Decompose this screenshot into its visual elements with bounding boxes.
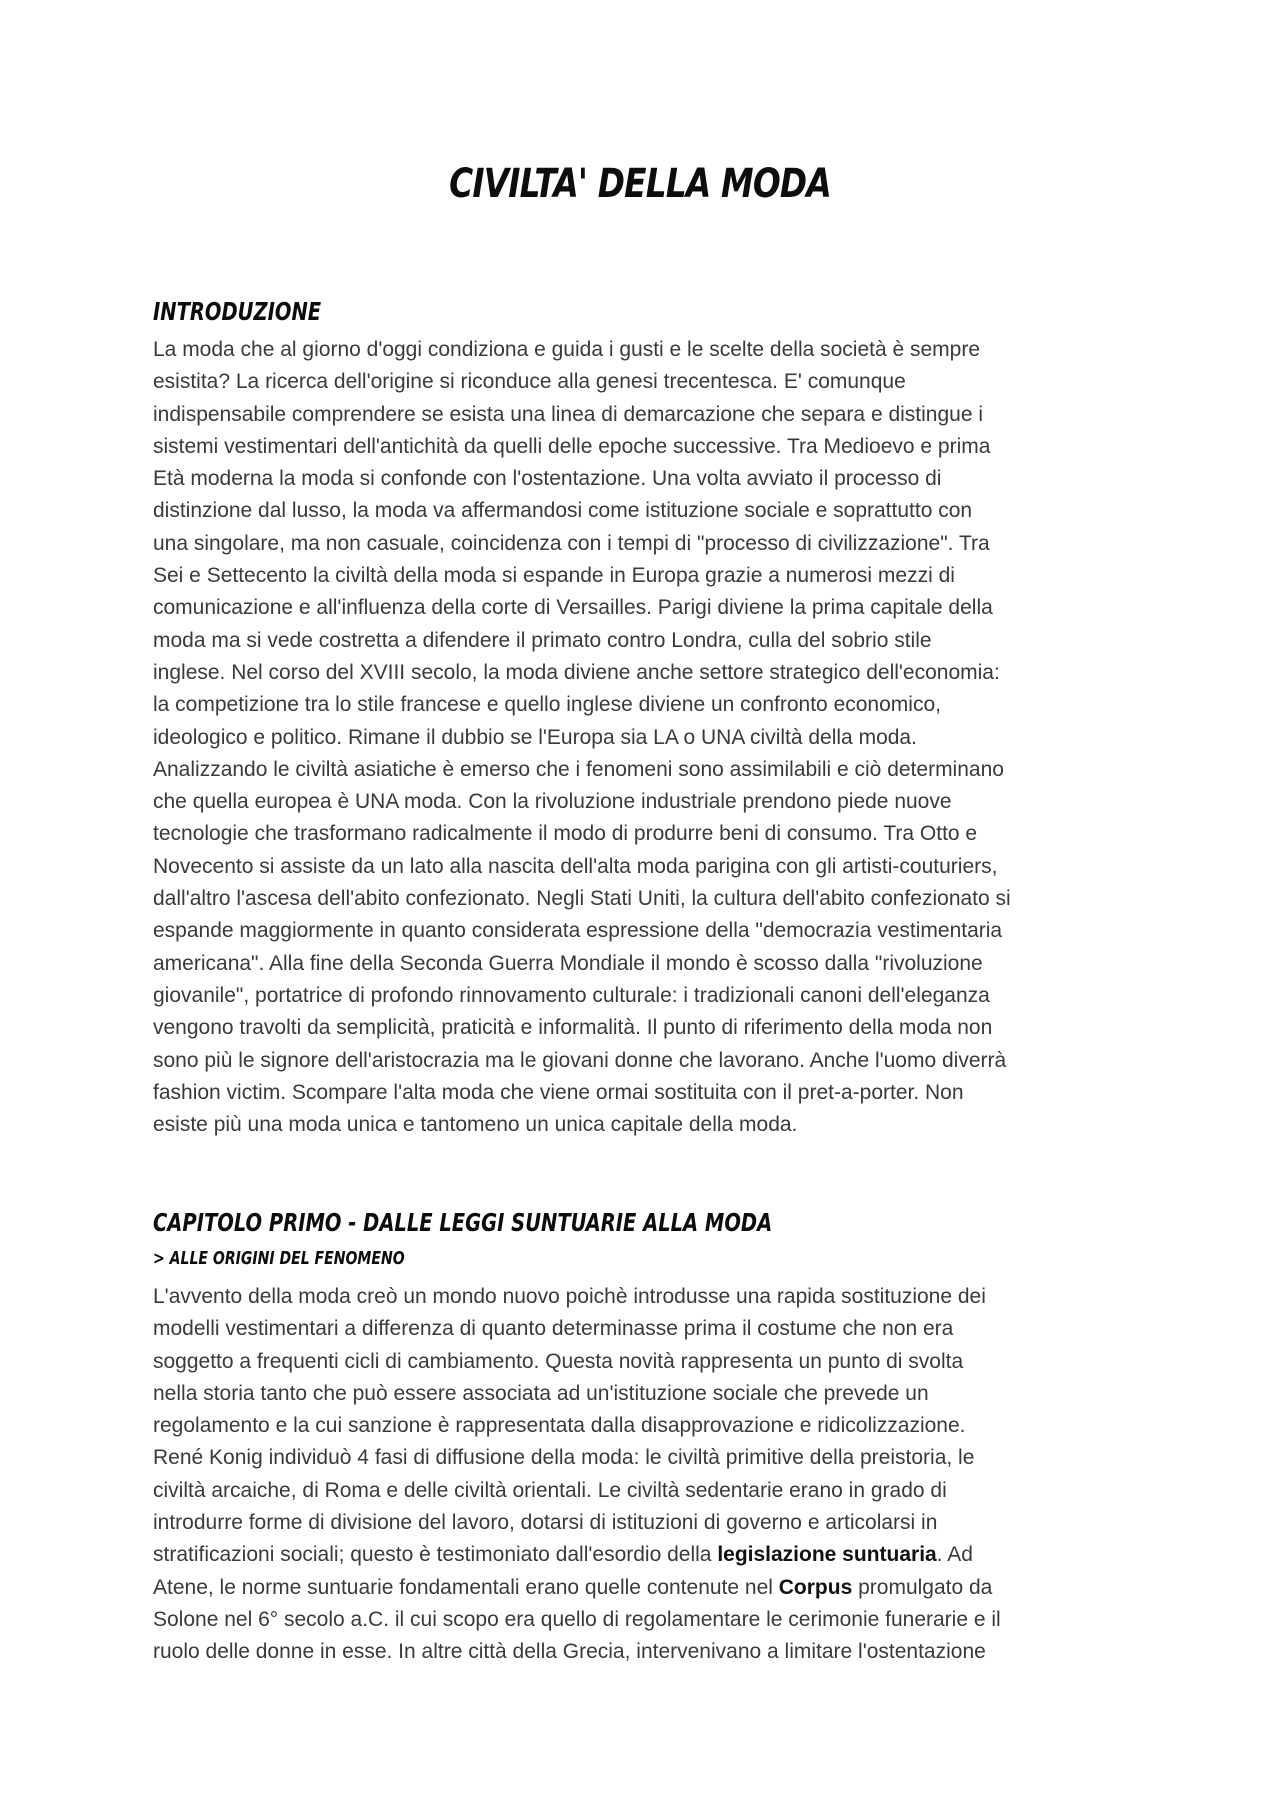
chapter-paragraph bbox=[153, 1281, 1133, 1669]
chapter-line: L'avvento della moda creò un mondo nuovo poichè introdusse una rapida sostituzione dei bbox=[153, 1285, 986, 1308]
intro-line: che quella europea è UNA moda. Con la rivoluzione industriale prendono piede nuove bbox=[153, 790, 952, 814]
intro-line: Analizzando le civiltà asiatiche è emerso che i fenomeni sono assimilabili e ciò determinano bbox=[153, 757, 1004, 781]
intro-line: tecnologie che trasformano radicalmente il modo di produrre beni di consumo. Tra Otto e bbox=[153, 822, 978, 846]
intro-line: moda ma si vede costretta a difendere il primato contro Londra, culla del sobrio stile bbox=[153, 628, 932, 652]
intro-paragraph bbox=[153, 334, 1133, 1141]
chapter-line: modelli vestimentari a differenza di quanto determinasse prima il costume che non era bbox=[153, 1317, 954, 1341]
intro-line: una singolare, ma non casuale, coincidenza con i tempi di "processo di civilizzazione". Tra bbox=[153, 531, 990, 555]
intro-line: esistita? La ricerca dell'origine si riconduce alla genesi trecentesca. E' comunque bbox=[153, 370, 906, 394]
chapter-line: René Konig individuò 4 fasi di diffusione della moda: le civiltà primitive della preistoria, le bbox=[153, 1446, 975, 1470]
chapter-text: Atene, le norme suntuarie fondamentali erano quelle contenute nel bbox=[153, 1575, 779, 1599]
chapter-text: stratificazioni sociali; questo è testimoniato dall'esordio della bbox=[153, 1543, 718, 1567]
chapter-line bbox=[153, 1539, 1133, 1571]
chapter-line: soggetto a frequenti cicli di cambiamento. Questa novità rappresenta un punto di svolta bbox=[153, 1349, 964, 1373]
chapter-line: ruolo delle donne in esse. In altre città della Grecia, intervenivano a limitare l'ostentazione bbox=[153, 1640, 986, 1664]
chapter-heading: CAPITOLO PRIMO - DALLE LEGGI SUNTUARIE ALLA MODA bbox=[153, 1208, 773, 1237]
intro-line: sono più le signore dell'aristocrazia ma le giovani donne che lavorano. Anche l'uomo diverrà bbox=[153, 1048, 1007, 1072]
bold-term-legislazione: legislazione suntuaria bbox=[717, 1543, 937, 1567]
intro-line: comunicazione e all'influenza della corte di Versailles. Parigi diviene la prima capitale della bbox=[153, 596, 993, 620]
intro-line: vengono travolti da semplicità, praticità e informalità. Il punto di riferimento della moda non bbox=[153, 1016, 993, 1040]
chapter-text: promulgato da bbox=[852, 1575, 993, 1599]
chapter-line: Solone nel 6° secolo a.C. il cui scopo era quello di regolamentare le cerimonie funerarie e il bbox=[153, 1607, 1001, 1631]
chapter-line: regolamento e la cui sanzione è rappresentata dalla disapprovazione e ridicolizzazione. bbox=[153, 1414, 966, 1438]
intro-line: indispensabile comprendere se esista una linea di demarcazione che separa e distingue i bbox=[153, 402, 984, 426]
intro-line: giovanile", portatrice di profondo rinnovamento culturale: i tradizionali canoni dell'eleganza bbox=[153, 983, 990, 1007]
chapter-text: . Ad bbox=[936, 1543, 973, 1567]
chapter-line: civiltà arcaiche, di Roma e delle civiltà orientali. Le civiltà sedentarie erano in grado di bbox=[153, 1478, 947, 1502]
intro-line: Novecento si assiste da un lato alla nascita dell'alta moda parigina con gli artisti-couturiers, bbox=[153, 854, 998, 878]
intro-line: Età moderna la moda si confonde con l'ostentazione. Una volta avviato il processo di bbox=[153, 467, 942, 491]
chapter-line bbox=[153, 1572, 1133, 1604]
intro-line: Sei e Settecento la civiltà della moda si espande in Europa grazie a numerosi mezzi di bbox=[153, 564, 955, 588]
chapter-line: nella storia tanto che può essere associata ad un'istituzione sociale che prevede un bbox=[153, 1381, 929, 1405]
intro-line: esiste più una moda unica e tantomeno un unica capitale della moda. bbox=[153, 1113, 798, 1137]
intro-line: fashion victim. Scompare l'alta moda che viene ormai sostituita con il pret-a-porter. Non bbox=[153, 1080, 964, 1104]
intro-line: inglese. Nel corso del XVIII secolo, la moda diviene anche settore strategico dell'economia: bbox=[153, 660, 1000, 684]
bold-term-corpus: Corpus bbox=[778, 1575, 853, 1599]
chapter-line: introdurre forme di divisione del lavoro, dotarsi di istituzioni di governo e articolarsi in bbox=[153, 1511, 938, 1535]
intro-line: La moda che al giorno d'oggi condiziona e guida i gusti e le scelte della società è sempre bbox=[153, 338, 981, 361]
intro-line: la competizione tra lo stile francese e quello inglese diviene un confronto economico, bbox=[153, 693, 941, 717]
document-title: CIVILTA' DELLA MODA bbox=[449, 161, 831, 207]
chapter-subheading: > ALLE ORIGINI DEL FENOMENO bbox=[153, 1248, 405, 1269]
intro-line: ideologico e politico. Rimane il dubbio se l'Europa sia LA o UNA civiltà della moda. bbox=[153, 725, 917, 749]
intro-line: distinzione dal lusso, la moda va affermandosi come istituzione sociale e soprattutto con bbox=[153, 499, 973, 523]
intro-line: americana". Alla fine della Seconda Guerra Mondiale il mondo è scosso dalla "rivoluzione bbox=[153, 951, 983, 975]
intro-line: dall'altro l'ascesa dell'abito confezionato. Negli Stati Uniti, la cultura dell'abito confezionato si bbox=[153, 887, 1011, 911]
intro-heading: INTRODUZIONE bbox=[153, 297, 322, 326]
intro-line: espande maggiormente in quanto considerata espressione della "democrazia vestimentaria bbox=[153, 919, 1003, 943]
intro-line: sistemi vestimentari dell'antichità da quelli delle epoche successive. Tra Medioevo e prima bbox=[153, 434, 991, 458]
